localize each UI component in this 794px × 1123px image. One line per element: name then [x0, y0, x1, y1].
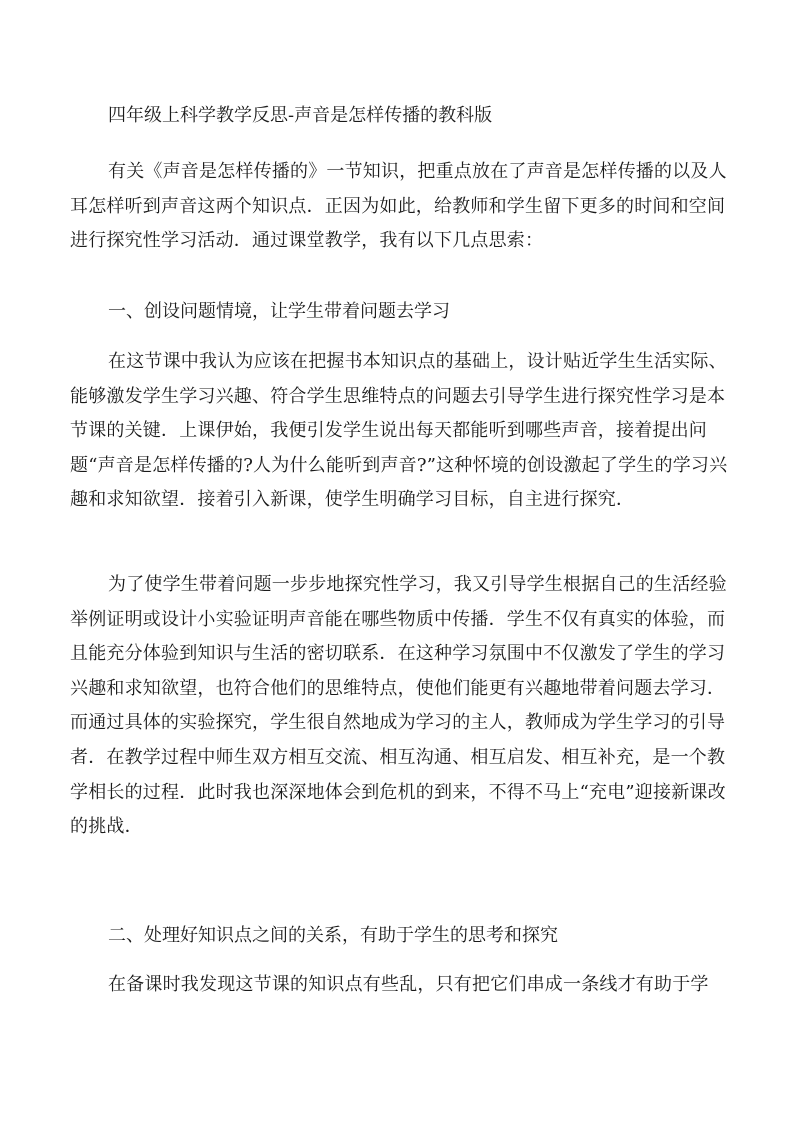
body-paragraph-3: 在备课时我发现这节课的知识点有些乱，只有把它们串成一条线才有助于学	[108, 974, 709, 995]
intro-paragraph: 有关《声音是怎样传播的》一节知识，把重点放在了声音是怎样传播的以及人耳怎样听到声音这两个知识点．正因为如此，给教师和学生留下更多的时间和空间进行探究性学习活动．通过课堂教学，我有以下几点思索：	[70, 161, 727, 252]
body-paragraph-1: 在这节课中我认为应该在把握书本知识点的基础上，设计贴近学生生活实际、能够激发学生学习兴趣、符合学生思维特点的问题去引导学生进行探究性学习是本节课的关键．上课伊始，我便引发学生说出每天都能听到哪些声音，接着提出问题“声音是怎样传播的?人为什么能听到声音?”这种怀境的创设激起了学生的学习兴趣和求知欲望．接着引入新课，使学生明确学习目标，自主进行探究．	[70, 351, 728, 511]
section-heading-2: 二、处理好知识点之间的关系，有助于学生的思考和探究	[108, 925, 558, 946]
body-paragraph-2: 为了使学生带着问题一步步地探究性学习，我又引导学生根据自己的生活经验举例证明或设计小实验证明声音能在哪些物质中传播．学生不仅有真实的体验，而且能充分体验到知识与生活的密切联系．在这种学习氛围中不仅激发了学生的学习兴趣和求知欲望，也符合他们的思维特点，使他们能更有兴趣地带着问题去学习．而通过具体的实验探究，学生很自然地成为学习的主人，教师成为学生学习的引导者．在教学过程中师生双方相互交流、相互沟通、相互启发、相互补充，是一个教学相长的过程．此时我也深深地体会到危机的到来，不得不马上“充电”迎接新课改的挑战．	[70, 574, 727, 838]
document-title: 四年级上科学教学反思-声音是怎样传播的教科版	[108, 105, 493, 126]
section-heading-1: 一、创设问题情境，让学生带着问题去学习	[108, 301, 450, 322]
